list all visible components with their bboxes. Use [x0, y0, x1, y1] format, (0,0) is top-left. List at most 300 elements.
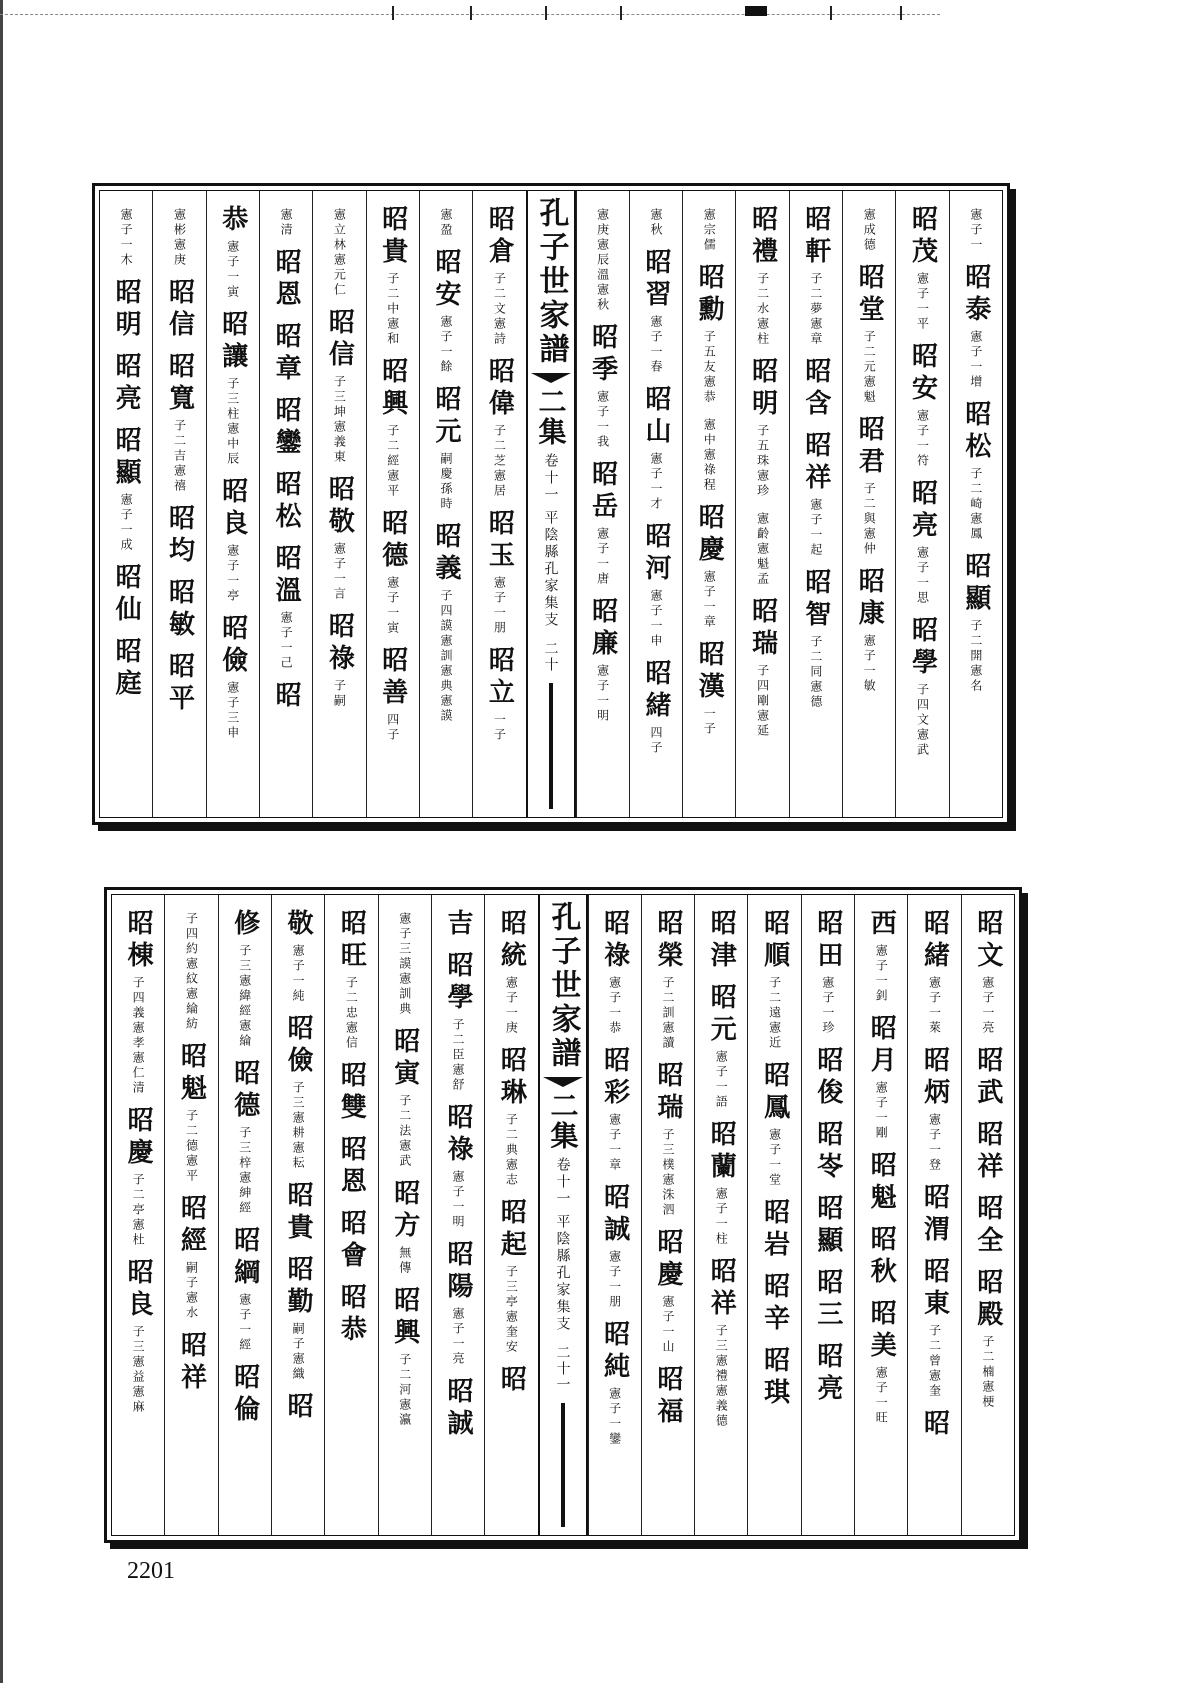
genealogy-entry	[866, 909, 897, 1004]
person-note: 憲子一	[968, 208, 983, 253]
genealogy-entry	[111, 352, 142, 416]
person-name: 昭起	[496, 1198, 527, 1262]
person-note: 無傳	[397, 1246, 412, 1276]
person-name: 昭經	[176, 1194, 207, 1258]
book-title: 孔子世家譜	[533, 197, 569, 367]
person-name: 昭興	[389, 1286, 420, 1350]
person-name: 昭順	[759, 909, 790, 973]
person-note: 憲子一亭	[225, 544, 240, 604]
volume-label: 卷十一	[542, 453, 559, 504]
person-note: 子二典憲志	[504, 1113, 519, 1188]
genealogy-entry	[919, 1046, 950, 1173]
person-name: 昭誠	[599, 1183, 630, 1247]
book-title: 孔子世家譜	[545, 901, 581, 1071]
person-note: 憲子一珍	[820, 976, 835, 1036]
person-name: 昭寬	[164, 352, 195, 416]
fish-tail-mark	[531, 373, 571, 383]
genealogy-columns	[99, 190, 1003, 818]
person-name: 昭顯	[812, 1194, 843, 1258]
person-note: 憲庚憲辰溫憲秋	[595, 208, 610, 313]
person-note: 子三憲禮憲義德	[714, 1324, 729, 1429]
genealogy-entry	[759, 909, 790, 1051]
genealogy-column	[895, 191, 948, 817]
genealogy-entry	[111, 563, 142, 627]
person-name: 昭陽	[443, 1240, 474, 1304]
top-scan-tick	[830, 6, 832, 20]
person-name: 昭顯	[111, 426, 142, 490]
person-note: 憲立林憲元仁	[332, 208, 347, 298]
genealogy-entry	[640, 659, 671, 756]
genealogy-entry	[960, 400, 991, 542]
person-note: 子二文憲詩	[492, 272, 507, 347]
person-name: 昭智	[800, 568, 831, 632]
person-note: 憲子一言	[332, 542, 347, 602]
book-spine-column	[526, 191, 576, 817]
genealogy-entry	[759, 1346, 790, 1410]
genealogy-entry	[706, 1120, 737, 1247]
top-scan-tick	[900, 6, 902, 20]
genealogy-entry	[866, 1151, 897, 1215]
person-name: 昭誠	[443, 1377, 474, 1441]
genealogy-entry	[111, 637, 142, 701]
person-name: 昭德	[377, 509, 408, 573]
genealogy-page-block-upper	[92, 183, 1010, 825]
person-name: 昭學	[443, 951, 474, 1015]
person-note: 四子	[648, 726, 663, 756]
genealogy-entry	[271, 470, 302, 534]
person-name: 昭福	[652, 1365, 683, 1429]
person-note: 子二開憲名	[968, 619, 983, 694]
person-note: 憲成德	[862, 208, 877, 253]
person-name: 昭祿	[599, 909, 630, 973]
person-name: 昭祿	[443, 1103, 474, 1167]
genealogy-entry	[640, 385, 671, 512]
person-name: 昭倫	[229, 1363, 260, 1427]
person-name: 昭亮	[111, 352, 142, 416]
genealogy-entry	[229, 1226, 260, 1353]
genealogy-entry	[640, 522, 671, 649]
person-note: 嗣慶孫時	[439, 452, 454, 512]
genealogy-entry	[164, 278, 195, 342]
person-name: 昭明	[111, 278, 142, 342]
person-name: 昭	[271, 681, 302, 713]
genealogy-entry	[972, 1120, 1003, 1184]
person-name: 昭庭	[111, 637, 142, 701]
genealogy-entry	[173, 205, 185, 268]
genealogy-column	[576, 191, 629, 817]
genealogy-entry	[123, 1106, 154, 1248]
genealogy-entry	[919, 909, 950, 1036]
person-name: 昭勳	[694, 263, 725, 327]
person-note: 子四文憲武	[915, 683, 930, 758]
genealogy-entry	[854, 567, 885, 694]
person-name: 昭祥	[706, 1257, 737, 1321]
genealogy-entry	[812, 1268, 843, 1332]
person-name: 昭顯	[960, 552, 991, 616]
genealogy-entry	[907, 479, 938, 606]
genealogy-entry	[283, 1392, 314, 1424]
genealogy-entry	[599, 1046, 630, 1173]
person-name: 昭禮	[747, 205, 778, 269]
genealogy-entry	[800, 431, 831, 558]
genealogy-column	[907, 895, 960, 1535]
person-note: 子四謨憲訓憲典憲謨	[439, 589, 454, 724]
person-name: 修	[229, 909, 260, 941]
genealogy-entry	[283, 1181, 314, 1245]
person-note: 憲盈	[439, 208, 454, 238]
person-name: 昭勤	[283, 1255, 314, 1319]
person-note: 子三梓憲紳經	[237, 1126, 252, 1216]
genealogy-entry	[854, 415, 885, 557]
person-note: 子三柱憲中辰	[225, 377, 240, 467]
genealogy-entry	[377, 509, 408, 636]
person-name: 昭岳	[587, 460, 618, 524]
page-number: 2201	[127, 1558, 175, 1584]
genealogy-entry	[164, 352, 195, 494]
person-name: 昭元	[706, 983, 737, 1047]
genealogy-column	[206, 191, 259, 817]
person-name: 昭仙	[111, 563, 142, 627]
genealogy-column	[694, 895, 747, 1535]
person-name: 昭	[283, 1392, 314, 1424]
person-name: 昭慶	[694, 503, 725, 567]
genealogy-entry	[377, 357, 408, 499]
person-note: 子二夢憲章	[808, 272, 823, 347]
volume-label: 卷十一	[554, 1157, 571, 1208]
genealogy-entry	[324, 612, 355, 709]
person-name: 昭炳	[919, 1046, 950, 1110]
person-name: 昭善	[377, 646, 408, 710]
person-note: 子四剛憲延	[755, 664, 770, 739]
genealogy-page-block-lower	[104, 887, 1022, 1543]
genealogy-entry	[812, 1046, 843, 1110]
person-name: 昭義	[431, 522, 462, 586]
person-note: 憲子一我	[595, 390, 610, 450]
person-name: 昭安	[431, 248, 462, 312]
person-name: 昭鑾	[271, 396, 302, 460]
genealogy-entry	[389, 1027, 420, 1169]
person-note: 憲子一才	[648, 452, 663, 512]
genealogy-entry	[164, 578, 195, 642]
person-note: 子四義憲孝憲仁清	[131, 976, 146, 1096]
person-name: 昭均	[164, 504, 195, 568]
person-note: 憲子一章	[702, 570, 717, 630]
genealogy-entry	[694, 263, 725, 405]
genealogy-entry	[431, 522, 462, 724]
person-note: 子二元憲魁	[862, 330, 877, 405]
person-note: 憲子一純	[291, 944, 306, 1004]
genealogy-entry	[336, 1283, 367, 1347]
person-name: 昭魁	[176, 1042, 207, 1106]
person-note: 嗣子憲水	[184, 1261, 199, 1321]
person-name: 昭魁	[866, 1151, 897, 1215]
person-note: 子三亭憲奎安	[504, 1265, 519, 1355]
genealogy-entry	[336, 909, 367, 1051]
person-name: 昭慶	[123, 1106, 154, 1170]
person-note: 憲子一旺	[874, 1366, 889, 1426]
person-name: 昭玉	[484, 509, 515, 573]
genealogy-entry	[759, 1198, 790, 1262]
genealogy-entry	[800, 568, 831, 710]
person-name: 昭讓	[217, 310, 248, 374]
person-name: 昭良	[123, 1258, 154, 1322]
person-note: 憲子一堂	[767, 1128, 782, 1188]
top-scan-tick	[392, 6, 394, 20]
genealogy-entry	[863, 205, 875, 253]
person-name: 昭章	[271, 322, 302, 386]
person-name: 昭純	[599, 1320, 630, 1384]
person-name: 昭俊	[812, 1046, 843, 1110]
genealogy-entry	[652, 1365, 683, 1429]
genealogy-column	[801, 895, 854, 1535]
person-note: 憲子一敏	[862, 634, 877, 694]
person-name: 昭亮	[907, 479, 938, 543]
genealogy-column	[629, 191, 682, 817]
person-note: 一子	[702, 707, 717, 737]
person-name: 昭祥	[800, 431, 831, 495]
person-note: 憲子一庚	[504, 976, 519, 1036]
genealogy-column	[366, 191, 419, 817]
person-name: 昭綱	[229, 1226, 260, 1290]
genealogy-entry	[399, 909, 411, 1017]
person-note: 憲子一增	[968, 330, 983, 390]
person-note: 憲子一寅	[225, 240, 240, 300]
person-name: 昭恩	[271, 248, 302, 312]
person-name: 昭溫	[271, 544, 302, 608]
top-scan-blot	[745, 6, 767, 16]
person-name: 昭慶	[652, 1228, 683, 1292]
person-note: 憲子一鑾	[607, 1387, 622, 1447]
person-name: 昭文	[972, 909, 1003, 973]
person-name: 昭河	[640, 522, 671, 586]
genealogy-entry	[919, 1183, 950, 1247]
genealogy-entry	[907, 616, 938, 758]
genealogy-entry	[747, 205, 778, 347]
genealogy-entry	[443, 909, 474, 941]
person-name: 昭三	[812, 1268, 843, 1332]
person-note: 子三憲耕憲耘	[291, 1081, 306, 1171]
branch-label: 平陰縣孔家集支	[542, 510, 559, 629]
person-note: 憲子一明	[595, 664, 610, 724]
genealogy-entry	[443, 1240, 474, 1367]
person-name: 昭祿	[324, 612, 355, 676]
person-note: 憲彬憲庚	[172, 208, 187, 268]
person-note: 子二法憲武	[397, 1094, 412, 1169]
person-note: 憲子一剛	[874, 1081, 889, 1141]
genealogy-entry	[324, 475, 355, 602]
genealogy-entry	[324, 308, 355, 465]
person-name: 昭德	[229, 1059, 260, 1123]
person-name: 昭儉	[217, 614, 248, 678]
person-note: 憲中憲祿程	[702, 418, 717, 493]
person-name: 昭平	[164, 652, 195, 716]
person-name: 昭堂	[854, 263, 885, 327]
person-name: 昭秋	[866, 1225, 897, 1289]
genealogy-columns	[111, 894, 1015, 1536]
genealogy-entry	[854, 263, 885, 405]
person-note: 子三樸憲洙泗	[660, 1128, 675, 1218]
person-name: 昭田	[812, 909, 843, 973]
genealogy-entry	[283, 1255, 314, 1382]
person-name: 昭武	[972, 1046, 1003, 1110]
person-name: 西	[866, 909, 897, 941]
person-note: 子二經憲平	[385, 424, 400, 499]
genealogy-entry	[866, 1014, 897, 1141]
person-note: 憲子一平	[915, 272, 930, 332]
genealogy-entry	[111, 426, 142, 553]
genealogy-entry	[496, 1198, 527, 1355]
person-note: 憲子一萊	[927, 976, 942, 1036]
genealogy-entry	[217, 310, 248, 467]
person-name: 昭蘭	[706, 1120, 737, 1184]
genealogy-column	[271, 895, 324, 1535]
genealogy-column	[378, 895, 431, 1535]
genealogy-entry	[919, 1257, 950, 1399]
person-note: 憲子一語	[714, 1050, 729, 1110]
person-note: 憲子一亮	[980, 976, 995, 1036]
genealogy-entry	[431, 385, 462, 512]
person-note: 憲子一亮	[451, 1307, 466, 1367]
genealogy-entry	[440, 205, 452, 238]
genealogy-entry	[970, 205, 982, 253]
genealogy-entry	[587, 460, 618, 587]
person-name: 昭習	[640, 248, 671, 312]
person-note: 憲齡憲魁孟	[755, 512, 770, 587]
genealogy-entry	[176, 1194, 207, 1321]
person-note: 憲子一起	[808, 498, 823, 558]
person-name: 昭岺	[812, 1120, 843, 1184]
genealogy-entry	[389, 1179, 420, 1276]
genealogy-entry	[597, 205, 609, 313]
genealogy-entry	[484, 509, 515, 636]
genealogy-column	[431, 895, 484, 1535]
person-name: 昭季	[587, 323, 618, 387]
person-name: 昭貴	[283, 1181, 314, 1245]
genealogy-column	[100, 191, 152, 817]
genealogy-column	[949, 191, 1002, 817]
person-name: 昭軒	[800, 205, 831, 269]
person-name: 昭貴	[377, 205, 408, 269]
person-note: 憲子一唐	[595, 527, 610, 587]
spine-bar	[561, 1403, 565, 1527]
genealogy-entry	[706, 983, 737, 1110]
person-note: 子二曾憲奎	[927, 1324, 942, 1399]
person-name: 昭月	[866, 1014, 897, 1078]
genealogy-column	[641, 895, 694, 1535]
genealogy-column	[789, 191, 842, 817]
genealogy-column	[164, 895, 217, 1535]
genealogy-entry	[229, 1059, 260, 1216]
person-name: 昭恭	[336, 1283, 367, 1347]
person-name: 昭東	[919, 1257, 950, 1321]
genealogy-entry	[336, 1135, 367, 1199]
person-name: 昭瑞	[652, 1061, 683, 1125]
genealogy-entry	[123, 1258, 154, 1415]
genealogy-entry	[283, 909, 314, 1004]
person-name: 恭	[217, 205, 248, 237]
genealogy-entry	[217, 477, 248, 604]
person-name: 昭棟	[123, 909, 154, 973]
genealogy-entry	[972, 909, 1003, 1036]
genealogy-entry	[164, 504, 195, 568]
person-note: 四子	[385, 713, 400, 743]
person-note: 子二忠憲信	[344, 976, 359, 1051]
genealogy-entry	[866, 1299, 897, 1426]
person-name: 昭倉	[484, 205, 515, 269]
person-note: 子五珠憲珍	[755, 424, 770, 499]
person-name: 昭良	[217, 477, 248, 541]
branch-label: 平陰縣孔家集支	[554, 1214, 571, 1333]
genealogy-entry	[599, 909, 630, 1036]
person-name: 昭	[496, 1365, 527, 1397]
genealogy-column	[324, 895, 377, 1535]
genealogy-entry	[706, 909, 737, 973]
person-note: 憲子一餘	[439, 315, 454, 375]
person-note: 憲清	[279, 208, 294, 238]
person-name: 昭儉	[283, 1014, 314, 1078]
person-name: 昭寅	[389, 1027, 420, 1091]
person-name: 昭安	[907, 342, 938, 406]
scan-edge	[0, 0, 3, 1683]
person-name: 昭茂	[907, 205, 938, 269]
genealogy-entry	[185, 909, 197, 1032]
genealogy-entry	[800, 357, 831, 421]
person-name: 昭瑞	[747, 597, 778, 661]
person-name: 昭漢	[694, 640, 725, 704]
genealogy-entry	[431, 248, 462, 375]
person-name: 昭立	[484, 646, 515, 710]
genealogy-entry	[111, 278, 142, 342]
genealogy-entry	[747, 597, 778, 739]
genealogy-entry	[271, 248, 302, 312]
fish-tail-mark	[543, 1077, 583, 1087]
person-name: 昭信	[324, 308, 355, 372]
genealogy-entry	[907, 205, 938, 332]
person-note: 子四約憲紋憲綸紡	[184, 912, 199, 1032]
genealogy-entry	[599, 1183, 630, 1310]
genealogy-entry	[164, 652, 195, 716]
genealogy-column	[747, 895, 800, 1535]
genealogy-entry	[812, 1194, 843, 1258]
person-note: 憲子三申	[225, 681, 240, 741]
genealogy-entry	[496, 909, 527, 1036]
genealogy-entry	[640, 248, 671, 375]
genealogy-entry	[271, 681, 302, 713]
genealogy-column	[419, 191, 472, 817]
person-name: 昭康	[854, 567, 885, 631]
person-name: 昭雙	[336, 1061, 367, 1125]
person-note: 憲子一經	[237, 1293, 252, 1353]
genealogy-entry	[587, 323, 618, 450]
person-name: 昭含	[800, 357, 831, 421]
genealogy-entry	[377, 205, 408, 347]
person-name: 昭會	[336, 1209, 367, 1273]
collection-label: 二集	[534, 387, 568, 447]
genealogy-entry	[283, 1014, 314, 1171]
person-note: 子二芝憲居	[492, 424, 507, 499]
genealogy-entry	[907, 342, 938, 469]
person-note: 憲子一恭	[607, 976, 622, 1036]
person-note: 憲子一己	[279, 611, 294, 671]
genealogy-entry	[229, 909, 260, 1049]
genealogy-entry	[587, 597, 618, 724]
genealogy-entry	[599, 1320, 630, 1447]
person-note: 憲子一符	[915, 409, 930, 469]
person-name: 昭祥	[176, 1331, 207, 1395]
person-name: 昭敬	[324, 475, 355, 539]
person-name: 昭祥	[972, 1120, 1003, 1184]
person-name: 昭學	[907, 616, 938, 680]
